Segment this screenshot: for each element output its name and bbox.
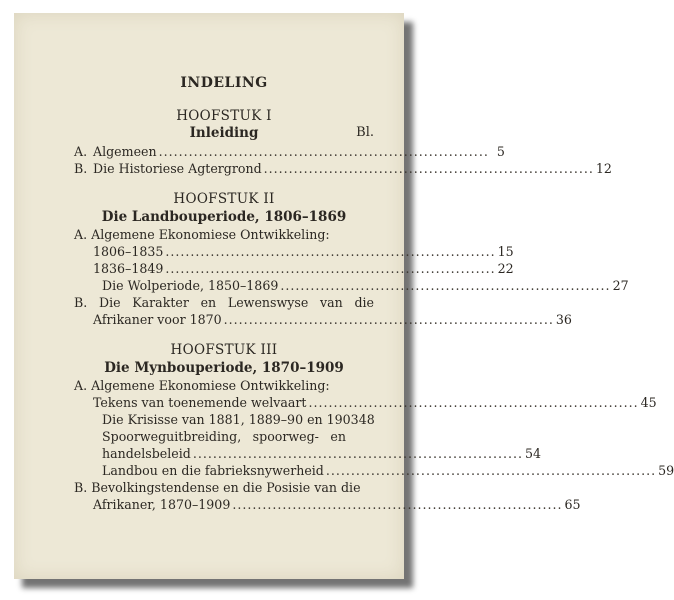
dot-leader: .................................................................. [158, 144, 489, 159]
toc-entry [74, 411, 374, 428]
chapter-1-subtitle-row [74, 125, 374, 143]
toc-entry [74, 160, 612, 177]
entry-letter: B. [74, 161, 88, 176]
dot-leader: .................................................................. [263, 161, 594, 176]
dot-leader: .................................................................. [192, 446, 524, 461]
book-page [14, 13, 674, 579]
toc-entry [74, 143, 505, 160]
entry-label: Algemeen [93, 144, 157, 159]
entry-page: 36 [555, 312, 572, 327]
entry-label: Die Krisisse van 1881, 1889–90 en 1903 [102, 412, 359, 427]
toc-entry [74, 462, 674, 479]
section-b-line-1: B. Bevolkingstendense en die Posisie van die [74, 480, 361, 495]
word: en [330, 429, 346, 444]
chapter-2-subtitle: Die Landbouperiode, 1806–1869 [101, 209, 347, 225]
entry-label: Die Historiese Agtergrond [93, 161, 262, 176]
toc-entry [74, 260, 514, 277]
chapter-3-heading: HOOFSTUK III [170, 342, 278, 358]
entry-page: 12 [595, 161, 612, 176]
page-column-label: Bl. [356, 125, 374, 140]
entry-page: 45 [640, 395, 657, 410]
toc-entry [74, 394, 657, 411]
word: die [354, 295, 374, 310]
entry-label: Tekens van toenemende welvaart [93, 395, 307, 410]
toc-entry [74, 445, 542, 462]
word: van [320, 295, 343, 310]
entry-label: Die Wolperiode, 1850–1869 [102, 278, 279, 293]
entry-page: 27 [612, 278, 629, 293]
word: Spoorweguitbreiding, [102, 429, 242, 444]
entry-page: 48 [358, 412, 375, 427]
entry-page: 59 [658, 463, 674, 478]
section-a-heading: A. Algemene Ekonomiese Ontwikkeling: [74, 227, 330, 242]
spoor-line-1 [74, 428, 374, 445]
toc-entry [74, 243, 514, 260]
dot-leader: .................................................................. [223, 312, 554, 327]
word: Karakter [132, 295, 189, 310]
word: Lewenswyse [227, 295, 309, 310]
word: spoorweg- [252, 429, 319, 444]
toc-entry [74, 311, 572, 328]
toc-entry [74, 277, 629, 294]
toc-entry [74, 496, 581, 513]
dot-leader: .................................................................. [165, 261, 496, 276]
dot-leader: .................................................................. [165, 244, 496, 259]
entry-page: 5 [496, 144, 505, 159]
entry-label: Afrikaner voor 1870 [93, 312, 222, 327]
entry-label: Landbou en die fabrieksnywerheid [102, 463, 324, 478]
dot-leader: .................................................................. [308, 395, 639, 410]
section-b-line-1 [74, 294, 374, 311]
entry-letter: A. [74, 144, 88, 159]
word: Die [98, 295, 121, 310]
entry-label: 1836–1849 [93, 261, 164, 276]
word: B. [74, 295, 88, 310]
entry-page: 65 [564, 497, 581, 512]
chapter-1-subtitle: Inleiding [189, 125, 259, 141]
chapter-3-subtitle: Die Mynbouperiode, 1870–1909 [104, 360, 344, 376]
entry-label: handelsbeleid [102, 446, 191, 461]
chapter-2-heading: HOOFSTUK II [173, 191, 275, 207]
entry-label: Afrikaner, 1870–1909 [93, 497, 231, 512]
entry-page: 15 [497, 244, 514, 259]
page-title: INDELING [180, 75, 268, 91]
chapter-1-heading: HOOFSTUK I [176, 108, 272, 124]
entry-page: 54 [525, 446, 542, 461]
entry-label: 1806–1835 [93, 244, 164, 259]
dot-leader: .................................................................. [280, 278, 611, 293]
entry-page: 22 [497, 261, 514, 276]
section-a-heading: A. Algemene Ekonomiese Ontwikkeling: [74, 378, 330, 393]
dot-leader: .................................................................. [232, 497, 563, 512]
table-of-contents [74, 75, 674, 513]
dot-leader: .................................................................. [325, 463, 657, 478]
word: en [200, 295, 217, 310]
